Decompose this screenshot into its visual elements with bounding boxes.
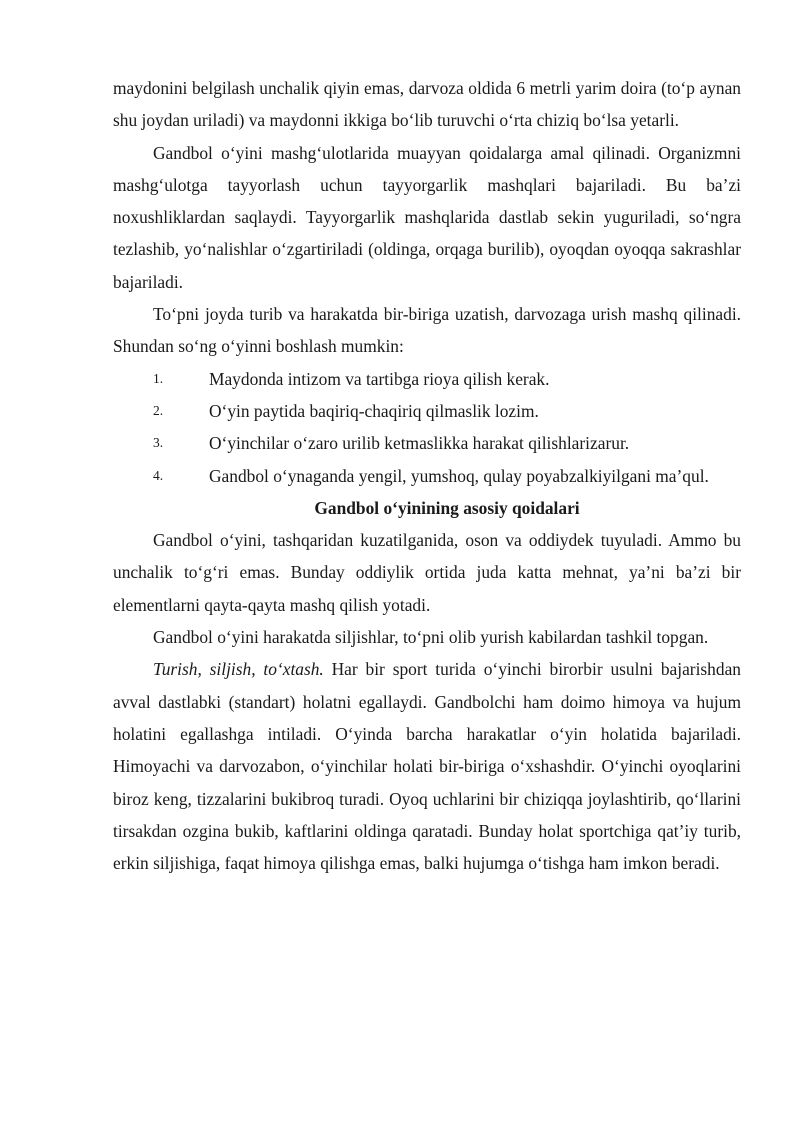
list-item: [113, 427, 741, 459]
list-item-number: 2.: [153, 402, 164, 418]
paragraph-warmup-rules: Gandbol o‘yini mashg‘ulotlarida muayyan qoidalarga amal qilinadi. Organizmni mashg‘ulotga tayyorlash uchun tayyorgarlik mashqlari bajariladi. Bu ba’zi noxushliklardan saqlaydi. Tayyorgarlik mashqlarida dastlab sekin yuguriladi, so‘ngra tezlashib, yo‘nalishlar o‘zgartiriladi (oldinga, orqaga burilib), oyoqdan oyoqqa sakrashlar bajariladi.: [113, 142, 741, 292]
paragraph-stance: [113, 653, 741, 879]
paragraph-simplicity: Gandbol o‘yini, tashqaridan kuzatilganida, oson va oddiydek tuyuladi. Ammo bu unchalik to‘g‘ri emas. Bunday oddiylik ortida juda katta mehnat, ya’ni ba’zi bir elementlarni qayta-qayta mashq qilish yotadi.: [113, 530, 741, 615]
list-item-text: O‘yin paytida baqiriq-chaqiriq qilmaslik lozim.: [209, 400, 539, 421]
list-item-number: 1.: [153, 370, 164, 386]
paragraph-passing-practice: To‘pni joyda turib va harakatda bir-biriga uzatish, darvozaga urish mashq qilinadi. Shundan so‘ng o‘yinni boshlash mumkin:: [113, 304, 741, 357]
paragraph-movements: Gandbol o‘yini harakatda siljishlar, to‘pni olib yurish kabilardan tashkil topgan.: [153, 627, 709, 648]
list-item: [113, 395, 741, 427]
italic-lead-term: Turish, siljish, to‘xtash.: [153, 659, 324, 680]
list-item-text: Gandbol o‘ynaganda yengil, yumshoq, qulay poyabzalkiyilgani ma’qul.: [209, 465, 709, 486]
list-item: [113, 460, 741, 492]
list-item-text: Maydonda intizom va tartibga rioya qilish kerak.: [209, 368, 550, 389]
list-item-text: O‘yinchilar o‘zaro urilib ketmaslikka harakat qilishlarizarur.: [209, 433, 630, 454]
list-item-number: 3.: [153, 435, 164, 451]
document-page: [113, 72, 741, 879]
paragraph-continuation: maydonini belgilash unchalik qiyin emas, darvoza oldida 6 metrli yarim doira (to‘p aynan shu joydan uriladi) va maydonni ikkiga bo‘lib turuvchi o‘rta chiziq bo‘lsa yetarli.: [113, 78, 741, 131]
section-heading: Gandbol o‘yinining asosiy qoidalari: [314, 497, 580, 518]
list-item-number: 4.: [153, 467, 164, 483]
list-item: [113, 363, 741, 395]
paragraph-stance-text: Har bir sport turida o‘yinchi birorbir usulni bajarishdan avval dastlabki (standart) holatni egallaydi. Gandbolchi ham doimo himoya va hujum holatini egallashga intiladi. O‘yinda barcha harakatlar o‘yin holatida bajariladi. Himoyachi va darvozabon, o‘yinchilar holati bir-biriga o‘xshashdir. O‘yinchi oyoqlarini biroz keng, tizzalarini bukibroq turadi. Oyoq uchlarini bir chiziqqa joylashtirib, qo‘llarini tirsakdan ozgina bukib, kaftlarini oldinga qaratadi. Bunday holat sportchiga qat’iy turib, erkin siljishiga, faqat himoya qilishga emas, balki hujumga o‘tishga ham imkon beradi.: [113, 659, 741, 874]
